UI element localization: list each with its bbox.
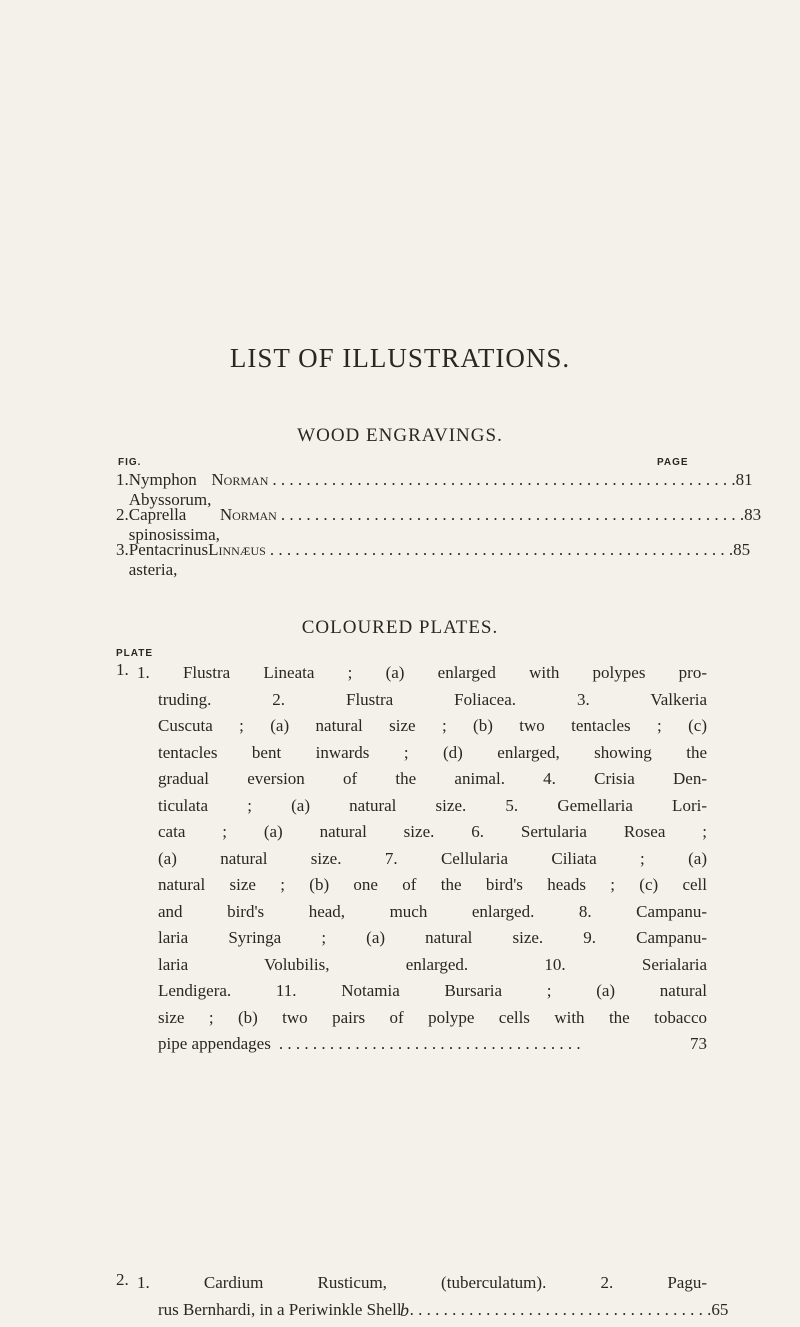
plate-number: 1. xyxy=(116,660,129,679)
page-column-label: PAGE xyxy=(657,457,689,468)
fig-entry xyxy=(116,470,753,509)
dot-leader xyxy=(268,470,735,490)
plate-line: gradual eversion of the animal. 4. Crisia Den- xyxy=(158,769,707,788)
plate-line-text: pipe appendages xyxy=(158,1034,271,1053)
dot-leader xyxy=(277,505,744,525)
fig-number: 3. xyxy=(116,540,129,559)
fig-number: 2. xyxy=(116,505,129,524)
plate-line: size ; (b) two pairs of polype cells with the tobacco xyxy=(158,1007,707,1027)
plate-line: and bird's head, much enlarged. 8. Campanu- xyxy=(158,901,707,921)
fig-title: Nymphon Abyssorum, xyxy=(128,470,212,509)
fig-entry xyxy=(116,540,751,579)
plate-line: cata ; (a) natural size. 6. Sertularia Rosea ; xyxy=(158,822,707,841)
fig-author: Linnæus xyxy=(208,540,266,559)
plate-page: 73 xyxy=(690,1034,707,1053)
plate-line: truding. 2. Flustra Foliacea. 3. Valkeria xyxy=(158,689,707,709)
wood-engravings-heading: WOOD ENGRAVINGS. xyxy=(297,425,503,446)
plate-line: laria Syringa ; (a) natural size. 9. Campanu- xyxy=(158,928,707,947)
dot-leader: . . . . . . . . . . . . . . . . . . . . . . . . . . . . . . . . . . . . xyxy=(278,1034,581,1053)
plate-line-text: rus Bernhardi, in a Periwinkle Shell xyxy=(158,1299,402,1319)
fig-title: Caprella spinosissima, xyxy=(128,505,220,544)
fig-page: 85 xyxy=(733,540,751,559)
dot-leader: . . . . . . . . . . . . . . . . . . . . . . . . . . . . . . . . . . . . xyxy=(409,1299,712,1319)
coloured-plates-heading: COLOURED PLATES. xyxy=(301,617,499,638)
fig-page: 83 xyxy=(744,505,762,524)
plate-line: 1. Cardium Rusticum, (tuberculatum). 2. Pagu- xyxy=(137,1273,707,1292)
plate-line: 1. Flustra Lineata ; (a) enlarged with polypes pro- xyxy=(137,663,707,682)
plate-page: 65 xyxy=(711,1299,729,1319)
plate-line: ticulata ; (a) natural size. 5. Gemellaria Lori- xyxy=(158,795,707,815)
page-title: LIST OF ILLUSTRATIONS. xyxy=(229,343,571,373)
fig-entry xyxy=(116,505,762,544)
plate-line: Cuscuta ; (a) natural size ; (b) two tentacles ; (c) xyxy=(158,716,707,735)
fig-author: Norman xyxy=(211,470,269,489)
signature-mark: b xyxy=(400,1300,409,1320)
plate-line: natural size ; (b) one of the bird's heads ; (c) cell xyxy=(158,875,707,894)
plate-number: 2. xyxy=(116,1270,129,1289)
fig-number: 1. xyxy=(116,470,129,489)
plate-line xyxy=(137,1031,707,1058)
fig-page: 81 xyxy=(735,470,753,489)
fig-column-label: FIG. xyxy=(118,457,142,468)
plate-line: tentacles bent inwards ; (d) enlarged, showing the xyxy=(158,742,707,762)
plate-description xyxy=(137,1270,729,1323)
plate-line xyxy=(137,1297,729,1324)
plate-line: Lendigera. 11. Notamia Bursaria ; (a) natural xyxy=(158,981,707,1000)
dot-leader xyxy=(266,540,733,560)
plate-description xyxy=(137,660,707,1058)
fig-author: Norman xyxy=(219,505,277,524)
plate-line: laria Volubilis, enlarged. 10. Serialaria xyxy=(158,954,707,974)
fig-title: Pentacrinus asteria, xyxy=(128,540,209,579)
plate-line: (a) natural size. 7. Cellularia Ciliata ; (a) xyxy=(158,848,707,868)
plate-column-label: PLATE xyxy=(116,648,154,659)
